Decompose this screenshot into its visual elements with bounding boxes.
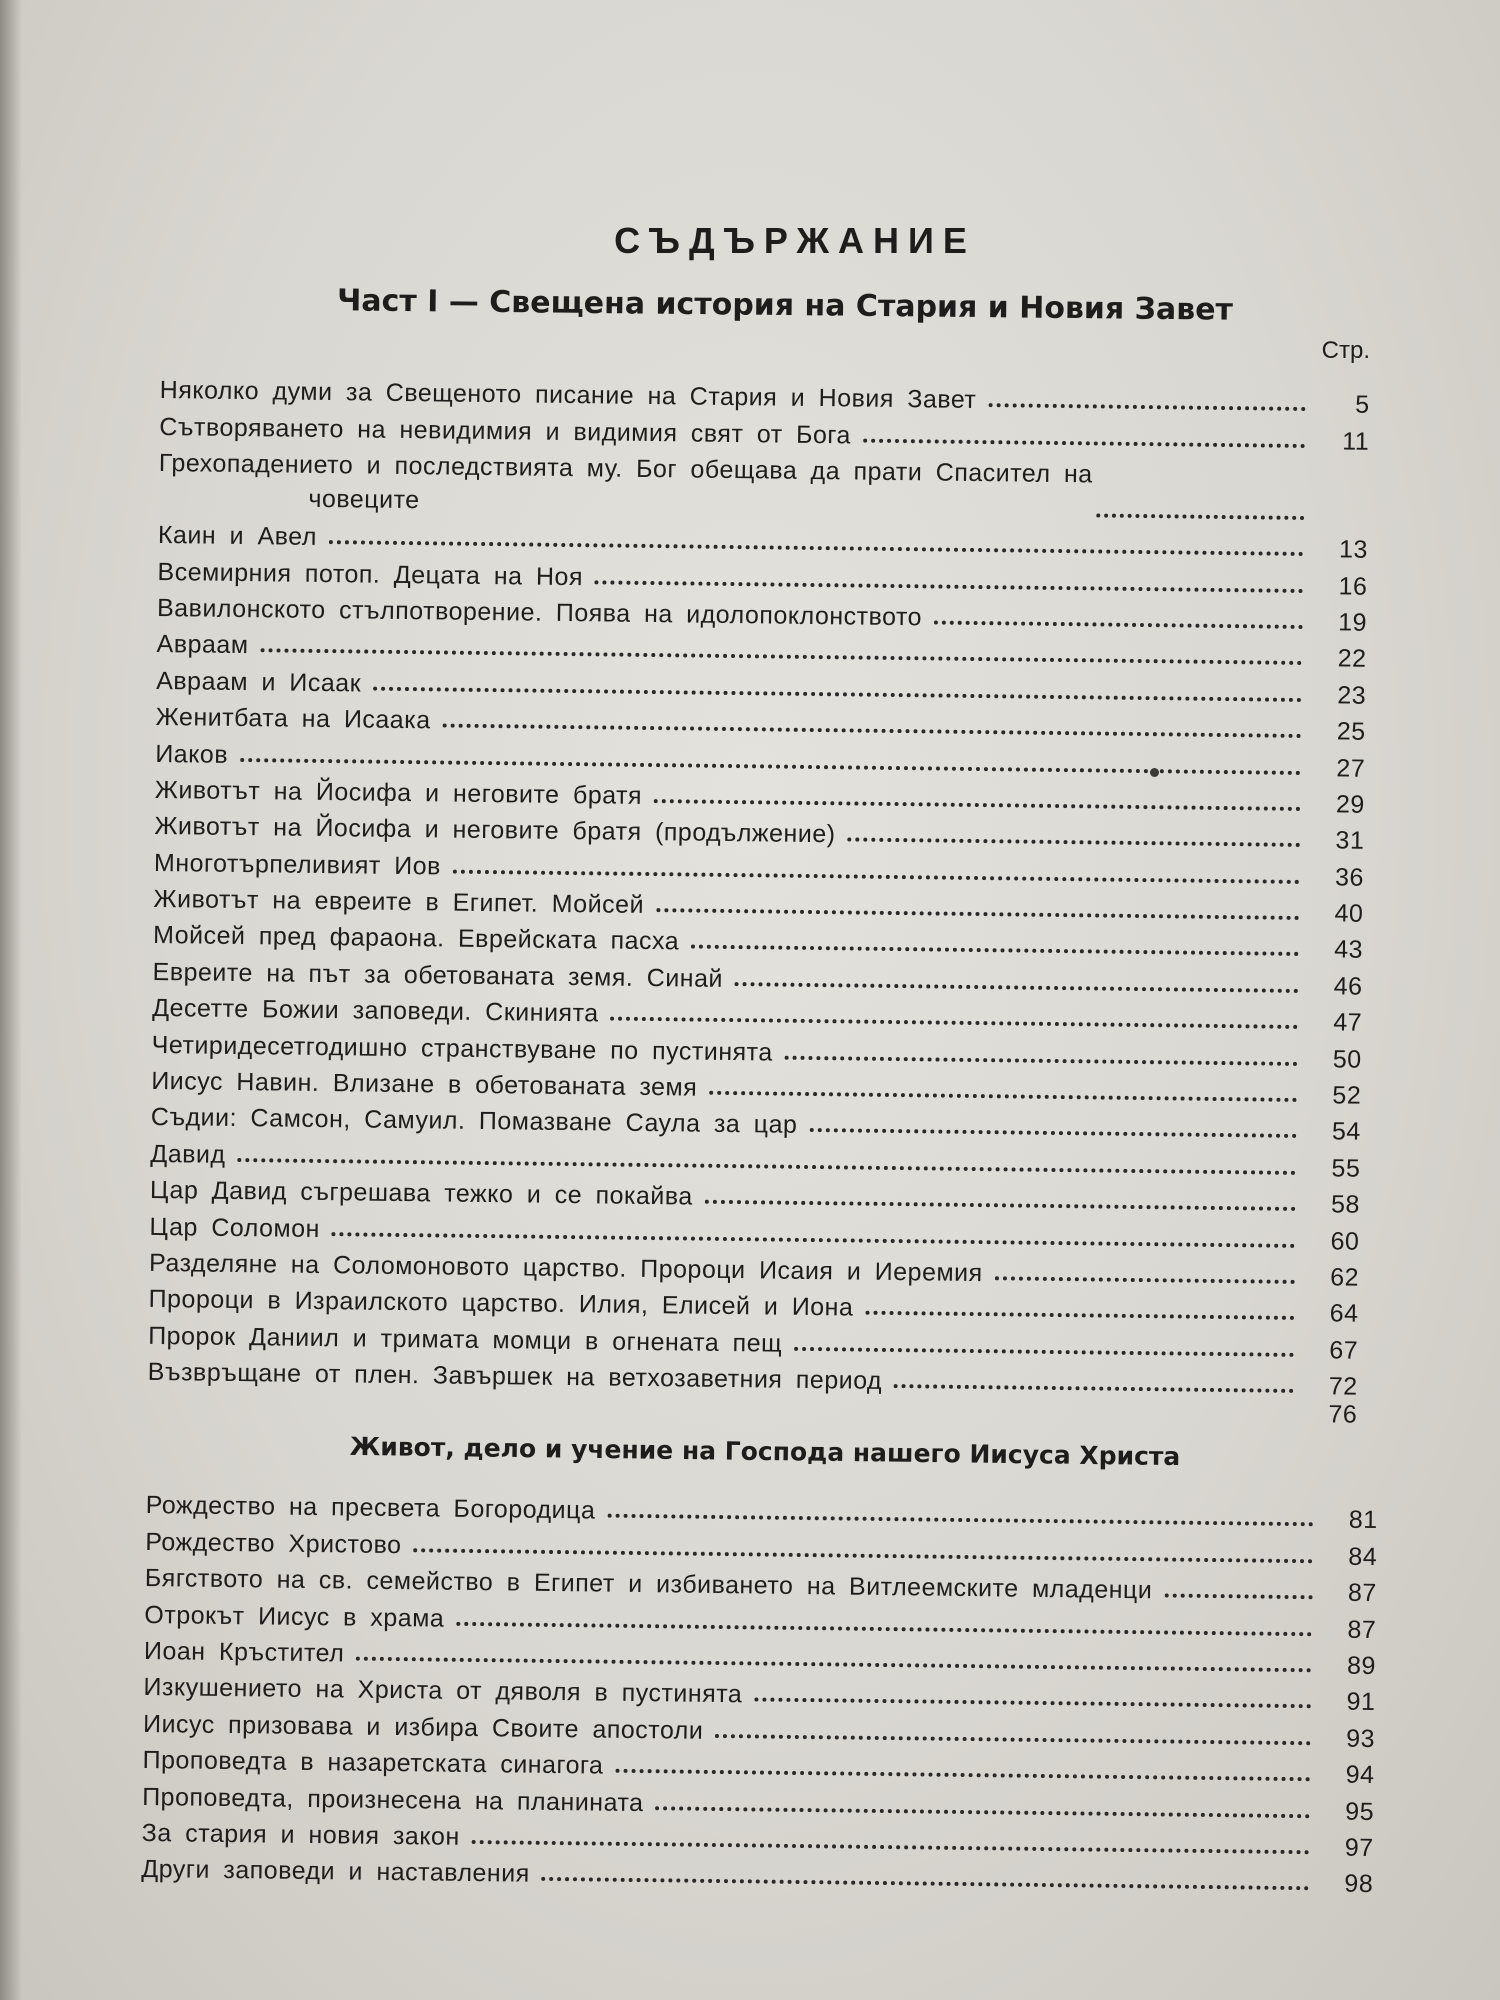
toc-entry-page: 98 [1344, 1870, 1374, 1899]
toc-entry-title: Давид [150, 1139, 226, 1169]
toc-entry-title-line1: Грехопадението и последствията му. Бог обещава да прати Спасител на [158, 448, 1093, 489]
toc-entry-title-line2: човеците [308, 484, 420, 514]
toc-entry-title: Иисус Навин. Влизане в обетованата земя [151, 1066, 698, 1102]
toc-entry-page: 58 [1330, 1190, 1361, 1219]
toc-entry-page: 31 [1335, 826, 1365, 856]
toc-entry-page: 43 [1334, 935, 1364, 965]
toc-entry-page: 27 [1336, 753, 1366, 783]
part-title: Част I — Свещена история на Стария и Новия Завет [336, 283, 1234, 328]
toc-entry-page: 87 [1347, 1615, 1377, 1644]
toc-entry-title: Иисус призовава и избира Своите апостоли [142, 1709, 704, 1745]
toc-entry-page: 91 [1346, 1688, 1376, 1717]
dot-leader [611, 1017, 1299, 1029]
toc-entry-title: Проповедта, произнесена на планината [142, 1782, 644, 1817]
dot-leader [453, 869, 1300, 883]
toc-entry-page: 95 [1345, 1797, 1375, 1826]
toc-entry-page: 19 [1338, 608, 1368, 637]
dot-leader [1096, 513, 1304, 520]
page-title: СЪДЪРЖАНИЕ [614, 220, 976, 261]
dot-leader [709, 1091, 1297, 1102]
spacer [155, 1415, 1307, 1429]
dot-leader [847, 838, 1300, 848]
toc-entry-page: 22 [1337, 644, 1367, 674]
dot-leader [894, 1384, 1294, 1393]
toc-entry-page: 13 [1338, 535, 1369, 564]
toc-entry-page: 23 [1337, 681, 1367, 710]
toc-entry-title: Многотърпеливият Иов [153, 848, 442, 881]
toc-entry-title: Всемирния потоп. Децата на Ноя [157, 557, 584, 591]
toc-entry-page: 67 [1329, 1336, 1359, 1365]
dot-leader [754, 1698, 1311, 1709]
toc-entry-title: Четиридесетгодишно странствуване по пустинята [151, 1030, 773, 1067]
toc-entry-title: Изкушението на Христа от дяволя в пустинята [143, 1673, 743, 1709]
toc-entry-title: Пророк Даниил и тримата момци в огнената пещ [148, 1321, 783, 1358]
toc-entry-title: Животът на Йосифа и неговите братя (продължение) [154, 812, 836, 849]
toc-entry-title: Други заповеди и наставления [141, 1855, 530, 1889]
dot-leader [865, 1311, 1294, 1320]
toc-entry-title: Бягството на св. семейство в Египет и избиването на Витлеемските младенци [144, 1564, 1153, 1605]
toc-entry-title: Мойсей пред фараона. Еврейската пасха [152, 921, 680, 956]
toc-entry-page: 36 [1334, 863, 1365, 892]
toc-entry-title: Пророци в Израилското царство. Илия, Елисей и Иона [148, 1285, 854, 1322]
toc-entry-page: 72 [1328, 1372, 1358, 1401]
toc-entry-title: Рождество Христово [145, 1527, 402, 1560]
toc-entry-title: Десетте Божии заповеди. Скинията [152, 994, 599, 1028]
toc-entry-page: 55 [1331, 1154, 1361, 1183]
part2-list [141, 1484, 1378, 1899]
dot-leader [809, 1128, 1296, 1138]
dot-leader [615, 1769, 1310, 1781]
dot-leader [595, 580, 1304, 593]
toc-entry-page: 81 [1348, 1506, 1378, 1535]
toc-entry-page: 29 [1335, 790, 1365, 819]
toc-entry-title: Животът на евреите в Египет. Мойсей [153, 885, 645, 920]
toc-entry-title: Авраам и Исаак [156, 666, 362, 698]
toc-entry-page: 52 [1332, 1081, 1362, 1110]
toc-entry-page: 87 [1347, 1579, 1377, 1608]
dot-leader [542, 1877, 1310, 1890]
toc-entry-page: 11 [1342, 427, 1370, 456]
dot-leader [988, 404, 1305, 412]
dot-leader [654, 799, 1301, 811]
dot-leader [863, 438, 1305, 447]
dot-leader [735, 982, 1299, 993]
dot-leader [656, 908, 1299, 920]
part1-list [147, 369, 1370, 1430]
page-column-label: Стр. [1321, 337, 1370, 364]
toc-entry-page: 62 [1330, 1263, 1360, 1292]
toc-entry-title: Възвръщане от плен. Завършек на ветхозаветния период [147, 1358, 883, 1396]
dot-leader [995, 1276, 1295, 1284]
toc-entry-title: Авраам [156, 630, 249, 660]
dot-leader [472, 1840, 1310, 1854]
dot-leader [785, 1055, 1298, 1065]
toc-entry-title: Евреите на път за обетованата земя. Синай [152, 957, 724, 993]
dot-leader [1164, 1594, 1313, 1600]
toc-entry-title: Рождество на пресвета Богородица [145, 1491, 596, 1526]
toc-entry-title: Сътворяването на невидимия и видимия свят от Бога [159, 412, 852, 450]
toc-entry-page: 47 [1333, 1008, 1363, 1037]
dot-leader [607, 1514, 1313, 1527]
dot-leader [691, 945, 1299, 956]
toc-entry-page: 25 [1336, 717, 1366, 746]
toc-entry-title: Разделяне на Соломоновото царство. Пророци Исаия и Иеремия [148, 1248, 983, 1288]
toc-entry-title [158, 446, 1093, 525]
toc-entry-page: 93 [1345, 1724, 1376, 1753]
page-gutter-shadow [0, 0, 22, 2000]
toc-entry [158, 442, 1369, 529]
toc-entry-page: 46 [1333, 972, 1363, 1001]
toc-entry-page: 40 [1334, 899, 1364, 928]
toc-entry-title: Отрокът Иисус в храма [144, 1600, 445, 1633]
dot-leader [715, 1734, 1311, 1745]
toc-entry-title: Вавилонското стълпотворение. Поява на идолопоклонството [156, 593, 923, 632]
table-of-contents [141, 220, 1378, 1899]
toc-entry-title: Животът на Йосифа и неговите братя [154, 775, 643, 810]
toc-entry-page: 5 [1355, 390, 1370, 420]
dot-leader [705, 1200, 1296, 1211]
dot-leader [456, 1622, 1312, 1636]
toc-entry-page: 60 [1330, 1226, 1360, 1256]
toc-entry-page: 94 [1345, 1760, 1375, 1790]
toc-entry-page: 84 [1348, 1542, 1378, 1571]
toc-entry-page: 54 [1331, 1117, 1361, 1147]
toc-entry-page: 97 [1344, 1833, 1374, 1863]
toc-entry-title: Иоан Кръстител [143, 1637, 345, 1668]
dot-leader [934, 620, 1303, 629]
toc-entry-title: Иаков [155, 739, 229, 769]
toc-entry-page: 64 [1329, 1299, 1359, 1329]
toc-entry-page: 76 [1328, 1400, 1358, 1429]
toc-entry-page: 89 [1346, 1651, 1377, 1681]
dot-leader [655, 1806, 1310, 1818]
toc-entry-title: Няколко думи за Свещеното писание на Стария и Новия Завет [159, 376, 977, 415]
toc-entry-title: Цар Давид съгрешава тежко и се покайва [149, 1176, 693, 1211]
toc-entry-page: 16 [1338, 571, 1368, 601]
toc-entry-title: Съдии: Самсон, Самуил. Помазване Саула за цар [150, 1103, 798, 1140]
section-title: Живот, дело и учение на Господа нашего Иисуса Христа [349, 1432, 1181, 1472]
dot-leader [794, 1347, 1294, 1357]
toc-entry-title: Цар Соломон [149, 1212, 321, 1243]
ink-spot [1150, 768, 1159, 777]
dot-leader [442, 724, 1301, 738]
toc-entry-title: Каин и Авел [157, 521, 318, 552]
toc-entry-page: 50 [1332, 1045, 1362, 1074]
toc-entry-title: Женитбата на Исаака [155, 703, 431, 735]
toc-entry-title: Проповедта в назаретската синагога [142, 1746, 604, 1780]
toc-entry-title: За стария и новия закон [141, 1819, 460, 1851]
